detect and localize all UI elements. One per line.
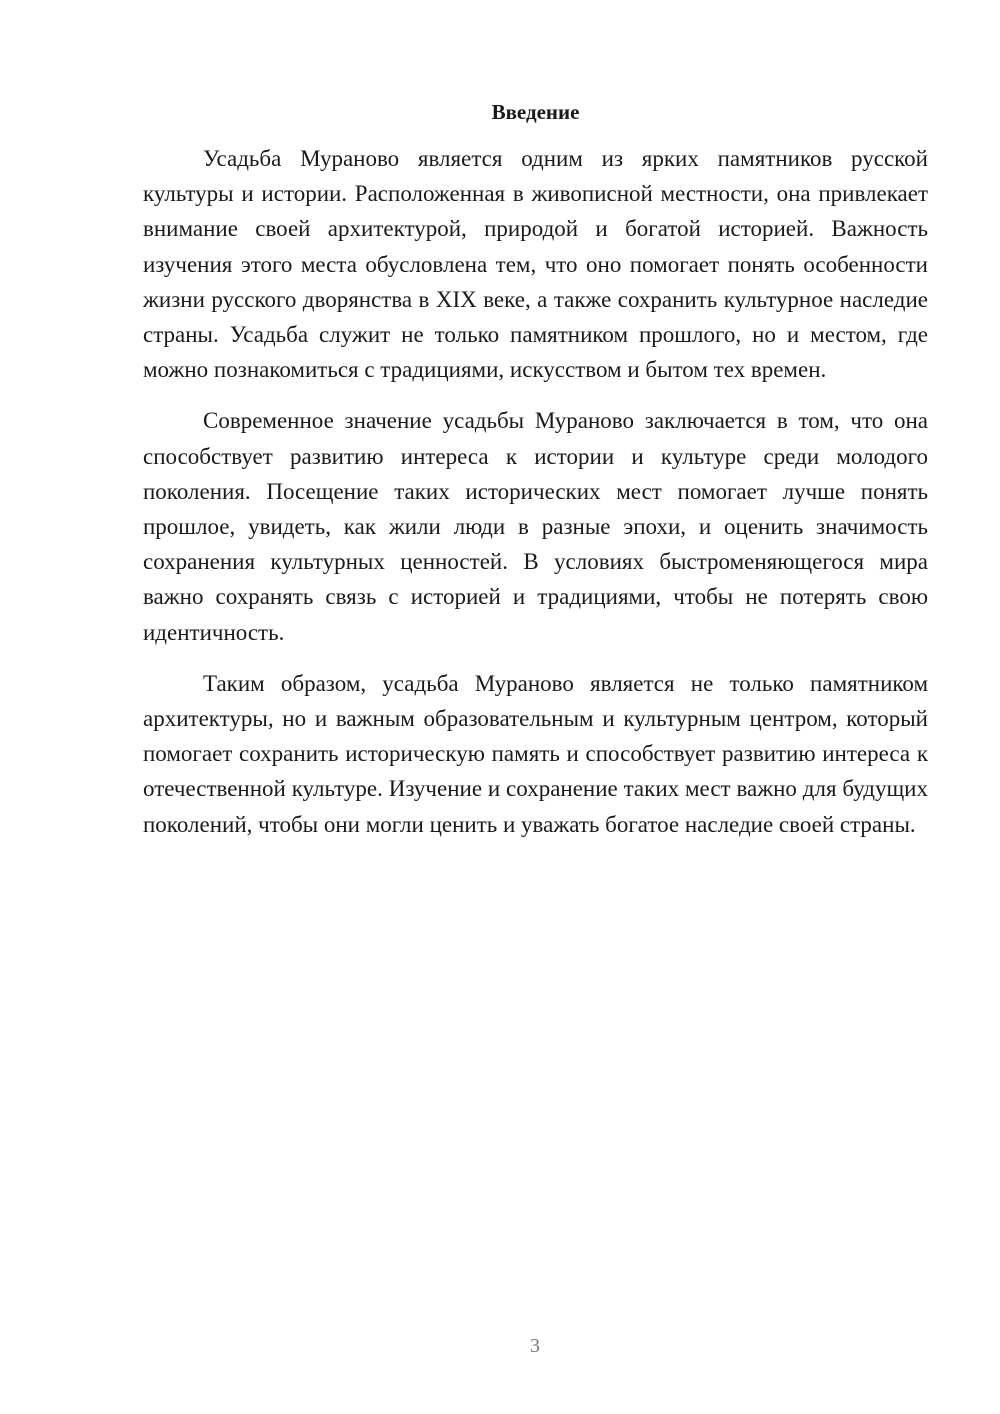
- paragraph-2: Современное значение усадьбы Мураново заключается в том, что она способствует развитию интереса к истории и культуре среди молодого поколения. Посещение таких исторических мест помогает лучше понять прошлое, увидеть, как жили люди в разные эпохи, и оценить значимость сохранения культурных ценностей. В условиях быстроменяющегося мира важно сохранять связь с историей и традициями, чтобы не потерять свою идентичность.: [143, 408, 928, 645]
- paragraph-3: Таким образом, усадьба Мураново является не только памятником архитектуры, но и важным образовательным и культурным центром, который помогает сохранить историческую память и способствует развитию интереса к отечественной культуре. Изучение и сохранение таких мест важно для будущих поколений, чтобы они могли ценить и уважать богатое наследие своей страны.: [143, 670, 928, 837]
- body-text: [143, 141, 928, 842]
- section-heading: Введение: [491, 100, 580, 124]
- paragraph-1: Усадьба Мураново является одним из ярких памятников русской культуры и истории. Расположенная в живописной местности, она привлекает внимание своей архитектурой, природой и богатой историей. Важность изучения этого места обусловлена тем, что оно помогает понять особенности жизни русского дворянства в XIX веке, а также сохранить культурное наследие страны. Усадьба служит не только памятником прошлого, но и местом, где можно познакомиться с традициями, искусством и бытом тех времен.: [143, 146, 928, 383]
- page-number: 3: [530, 1335, 540, 1357]
